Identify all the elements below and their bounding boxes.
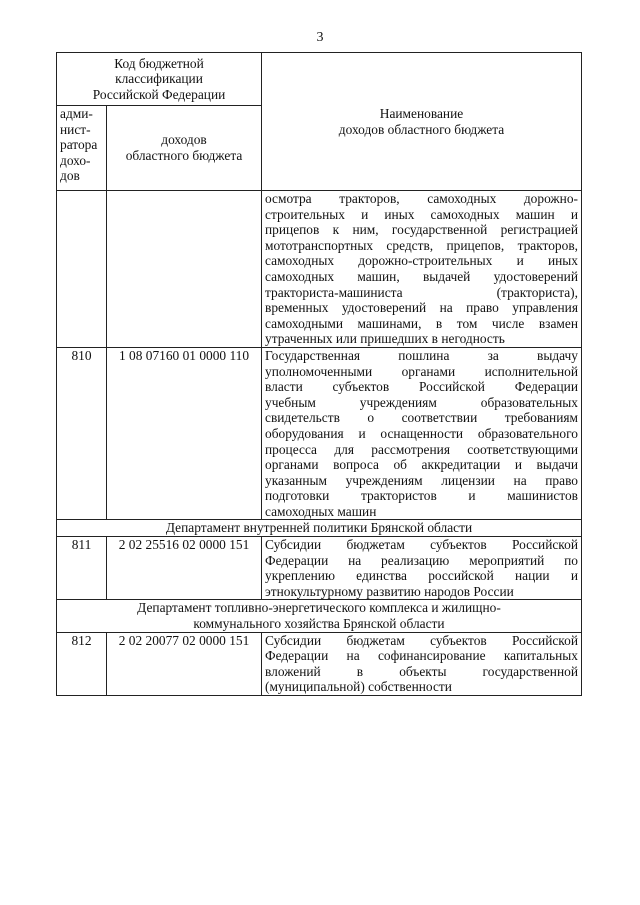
table-header-row-1 <box>57 53 582 106</box>
income-name-line: прицепов к ним, государственной регистрацией <box>265 222 578 238</box>
kbk-header <box>57 53 262 106</box>
income-name-line: вложений в объекты государственной <box>265 663 578 679</box>
kbk-header-line: классификации <box>115 71 203 87</box>
table-body <box>57 191 582 696</box>
income-name-line: подготовки трактористов и машинистов <box>265 488 578 504</box>
kbk-header-line: Российской Федерации <box>92 86 226 102</box>
income-code-cell: 2 02 25516 02 0000 151 <box>107 537 262 600</box>
department-title <box>57 520 582 537</box>
income-name-line: Федерации на софинансирование капитальных <box>265 648 578 664</box>
kbk-header-line: Код бюджетной <box>114 55 204 71</box>
income-name-line: самоходных машин, выдачей удостоверений <box>265 268 578 284</box>
admin-code-cell: 810 <box>57 347 107 520</box>
department-row <box>57 520 582 537</box>
admin-code-cell <box>57 191 107 348</box>
table-row <box>57 347 582 520</box>
income-name-line: оборудования и оснащенности образовательного <box>265 425 578 441</box>
income-name-line: учебным учреждениям образовательных <box>265 394 578 410</box>
income-name-line: осмотра тракторов, самоходных дорожно- <box>265 191 578 206</box>
income-name-line: Государственная пошлина за выдачу <box>265 347 578 363</box>
income-name-line: самоходных машин <box>265 503 377 519</box>
income-name-line: временных удостоверений на право управления <box>265 300 578 316</box>
admin-code-cell: 812 <box>57 632 107 695</box>
income-name-line: строительных и иных самоходных машин и <box>265 206 578 222</box>
department-title-line: коммунального хозяйства Брянской области <box>193 616 445 632</box>
income-name-line: мототранспортных средств, прицепов, тракторов, <box>265 237 578 253</box>
income-name-line: указанным учреждениям лицензии на право <box>265 472 578 488</box>
admin-header-line: адми- <box>60 106 93 121</box>
income-name-line: Субсидии бюджетам субъектов Российской <box>265 537 578 553</box>
income-name-cell <box>262 632 582 695</box>
department-title-line: Департамент внутренней политики Брянской области <box>165 520 473 536</box>
table-row <box>57 191 582 348</box>
income-name-line: утраченных или пришедших в негодность <box>265 331 505 347</box>
income-name-line: самоходных дорожно-строительных и иных <box>265 253 578 269</box>
income-name-line: органами вопроса об аккредитации и выдачи <box>265 457 578 473</box>
name-header-line: Наименование <box>379 105 464 121</box>
department-title <box>57 600 582 632</box>
income-name-cell <box>262 191 582 348</box>
income-name-cell <box>262 347 582 520</box>
income-name-line: процесса для рассмотрения соответствующими <box>265 441 578 457</box>
name-header-line: доходов областного бюджета <box>338 121 505 137</box>
income-name-line: уполномоченными органами исполнительной <box>265 363 578 379</box>
income-code-cell <box>107 191 262 348</box>
income-name-line: этнокультурному развитию народов России <box>265 583 514 599</box>
income-name-line: тракториста-машиниста (тракториста), <box>265 284 578 300</box>
income-header-line: доходов <box>161 132 207 148</box>
income-name-line: укреплению единства российской нации и <box>265 568 578 584</box>
department-title-line: Департамент топливно-энергетического комплекса и жилищно- <box>137 600 501 616</box>
page-number: 3 <box>316 30 324 45</box>
admin-header-line: ратора <box>60 137 98 153</box>
income-code-cell: 2 02 20077 02 0000 151 <box>107 632 262 695</box>
table-row <box>57 537 582 600</box>
table-row <box>57 632 582 695</box>
income-name-line: Субсидии бюджетам субъектов Российской <box>265 632 578 648</box>
income-name-line: свидетельств о соответствии требованиям <box>265 410 578 426</box>
admin-header <box>57 106 107 191</box>
admin-code-cell: 811 <box>57 537 107 600</box>
department-row <box>57 600 582 632</box>
admin-header-line: дохо- <box>60 152 91 168</box>
name-header <box>262 53 582 191</box>
income-name-cell <box>262 537 582 600</box>
income-header <box>107 106 262 191</box>
income-name-line: самоходными машинами, в том числе взамен <box>265 315 578 331</box>
income-name-line: власти субъектов Российской Федерации <box>265 379 578 395</box>
budget-revenue-table <box>56 52 582 696</box>
income-code-cell: 1 08 07160 01 0000 110 <box>107 347 262 520</box>
income-name-line: (муниципальной) собственности <box>265 679 452 695</box>
income-header-line: областного бюджета <box>125 148 243 163</box>
admin-header-line: дов <box>60 168 80 184</box>
admin-header-line: нист- <box>60 121 91 137</box>
income-name-line: Федерации на реализацию мероприятий по <box>265 552 578 568</box>
